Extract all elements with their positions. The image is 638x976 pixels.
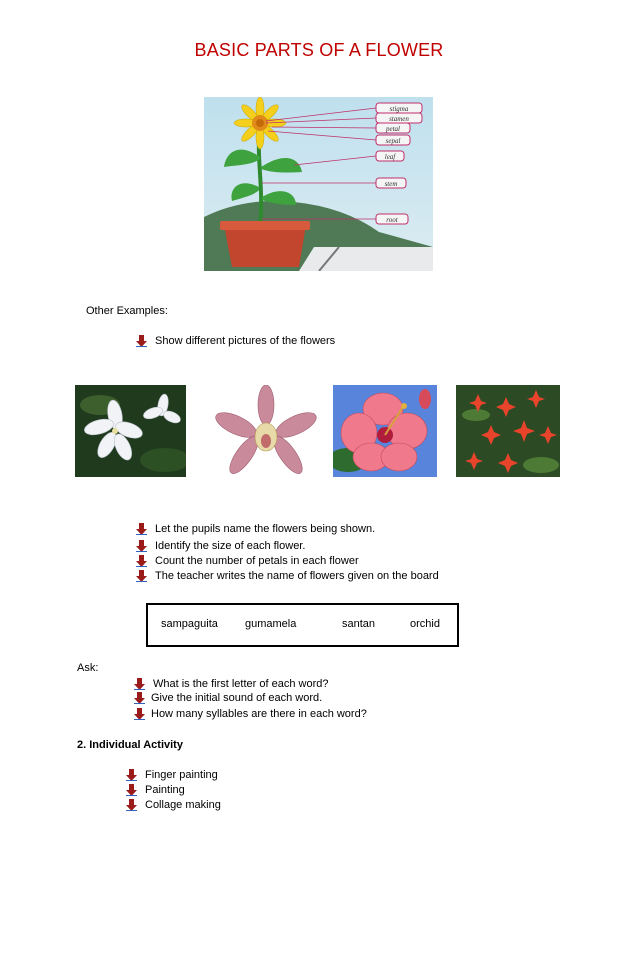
sampaguita-photo <box>75 385 186 477</box>
arrow-bullet-icon <box>136 570 147 582</box>
orchid-photo <box>214 385 318 477</box>
arrow-bullet-icon <box>134 708 145 720</box>
label-stem: stem <box>384 180 398 188</box>
flower-parts-diagram <box>204 97 433 271</box>
flower-words-box <box>146 603 459 647</box>
individual-activity-heading: 2. Individual Activity <box>77 739 183 751</box>
gumamela-photo <box>333 385 437 477</box>
arrow-bullet-icon <box>134 692 145 704</box>
arrow-bullet-icon <box>136 540 147 552</box>
label-stamen: stamen <box>389 115 409 123</box>
label-stigma: stigma <box>389 105 409 113</box>
arrow-bullet-icon <box>126 769 137 781</box>
page-title: BASIC PARTS OF A FLOWER <box>194 40 444 60</box>
arrow-bullet-icon <box>126 799 137 811</box>
label-petal: petal <box>386 125 400 133</box>
word-orchid: orchid <box>410 618 440 630</box>
arrow-bullet-icon <box>126 784 137 796</box>
word-santan: santan <box>342 618 376 630</box>
label-root: root <box>386 216 398 224</box>
other-examples-heading: Other Examples: <box>86 305 168 317</box>
label-sepal: sepal <box>385 137 401 145</box>
label-leaf: leaf <box>384 153 396 161</box>
arrow-bullet-icon <box>136 335 147 347</box>
word-sampaguita: sampaguita <box>161 618 218 630</box>
arrow-bullet-icon <box>134 678 145 690</box>
santan-photo <box>456 385 560 477</box>
arrow-bullet-icon <box>136 555 147 567</box>
word-gumamela: gumamela <box>245 618 297 630</box>
arrow-bullet-icon <box>136 523 147 535</box>
ask-heading: Ask: <box>77 662 99 674</box>
